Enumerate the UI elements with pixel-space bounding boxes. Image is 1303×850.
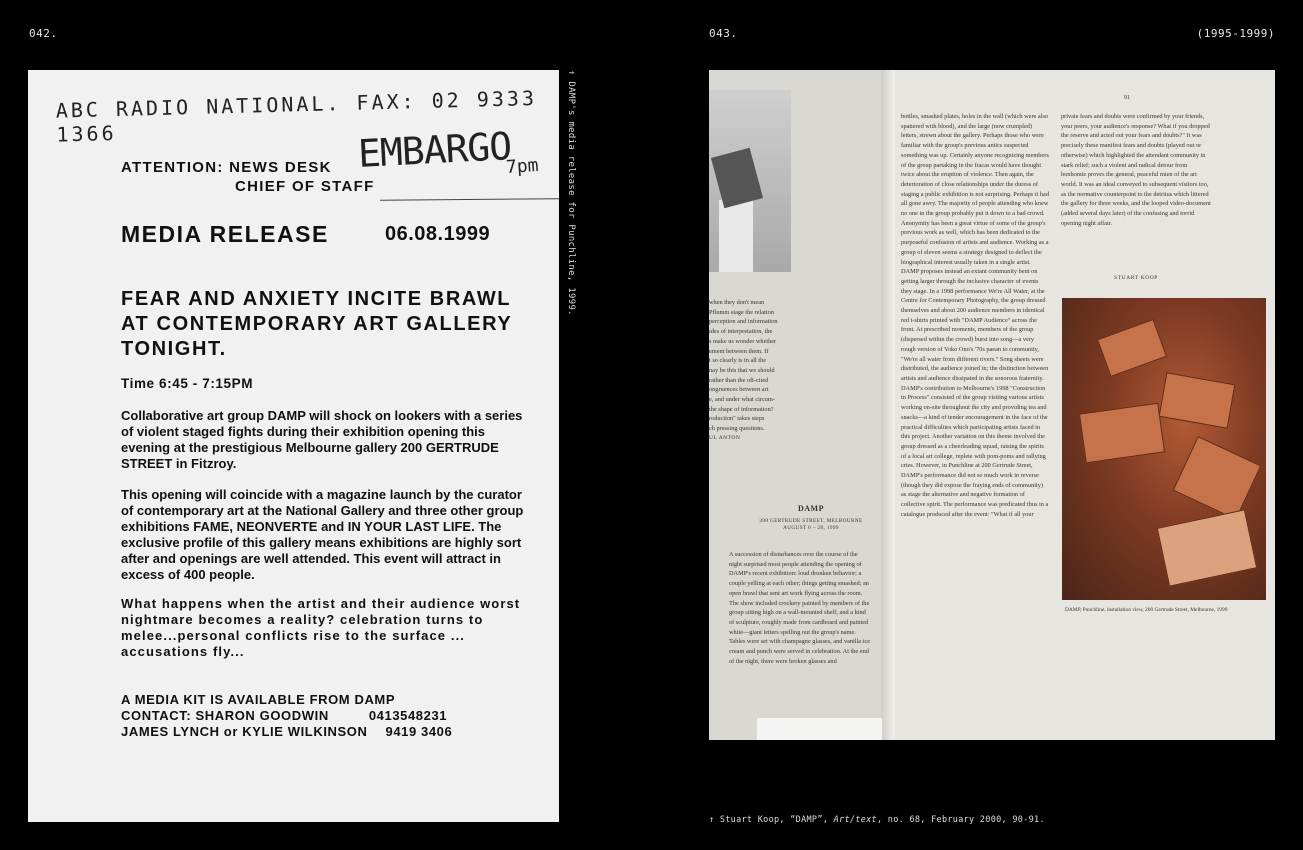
- venue-line-2: AUGUST 6 – 28, 1999: [783, 525, 839, 531]
- attention-line-1: ATTENTION: NEWS DESK: [121, 159, 332, 176]
- fragment-line: ides of interpretation, the: [709, 328, 773, 336]
- installation-photo: [1062, 298, 1266, 600]
- caption-magazine-source: [709, 815, 1045, 825]
- fragment-line: Pflumm stage the relation: [709, 308, 774, 316]
- cardboard-shape: [1157, 509, 1258, 586]
- page-strip: [757, 718, 882, 740]
- attention-block: [121, 158, 375, 196]
- article-signature: STUART KOOP: [1114, 275, 1158, 281]
- attention-line-2: CHIEF OF STAFF: [235, 178, 375, 195]
- article-column-1: A succession of disturbances over the course of the night surprised most people attending the opening of DAMP's recent exhibition: loud drunken behavior; a couple yelling at each other; things getting smashed; an open brawl that sent art work flying across the room. The show included crockery painted by members of the group sitting high on a wall-mounted shelf, and a kind of sculpture, roughly made from cardboard and painted white—giant letters spelling out the group's name. Tables were set with champagne glasses, and vanilla ice cream and punch were served in celebration. At the end of the night, there were broken glasses and: [729, 551, 871, 665]
- pedestal-shape: [719, 200, 753, 272]
- cardboard-shape: [1079, 403, 1165, 464]
- media-release-heading: MEDIA RELEASE: [121, 221, 329, 247]
- contact2-phone: 9419 3406: [385, 724, 453, 739]
- media-kit-line: A MEDIA KIT IS AVAILABLE FROM DAMP: [121, 692, 396, 707]
- embargo-time-handwritten: 7pm: [505, 154, 540, 179]
- contact-phone: 0413548231: [368, 708, 448, 723]
- cardboard-shape: [1173, 436, 1262, 520]
- magazine-folio: 91: [1124, 95, 1130, 101]
- magazine-spread: [709, 70, 1275, 740]
- paragraph-3: What happens when the artist and their audience worst nightmare becomes a reality? celebration turns to melee...personal conflicts rise to the surface ... accusations fly...: [121, 596, 521, 659]
- caption-source-text: ↑ Stuart Koop, “DAMP”,: [709, 815, 834, 825]
- contact-name: CONTACT: SHARON GOODWIN: [121, 708, 329, 723]
- left-page-text-fragment: [709, 298, 795, 444]
- fragment-line: e, and under what circum-: [709, 396, 775, 404]
- media-kit-contact-block: [121, 692, 531, 740]
- fragment-line: roduction" takes steps: [709, 415, 765, 423]
- article-title: DAMP: [798, 504, 824, 513]
- paragraph-2: This opening will coincide with a magazine launch by the curator of contemporary art at the National Gallery and three other group exhibitions FAME, NEONVERTE and IN YOUR LAST LIFE. The exclusive profile of this gallery means exhibitions are highly sort after and openings are well attended. This event will attract in excess of 400 people.: [121, 487, 524, 582]
- article-venue: [755, 518, 867, 532]
- embargo-handwritten: EMBARGO: [356, 124, 513, 176]
- sculpture-photo: [709, 90, 791, 272]
- embargo-underline: [380, 198, 559, 201]
- caption-source-publication: Art/text: [833, 815, 877, 825]
- article-column-2: bottles, smashed plates, holes in the wall (which were also spattered with blood), and the large (now crumpled) letters, strewn about the gallery. Perhaps those who were familiar with the group's previous antics suspected something was up. Certainly anyone recognizing members of the group partaking in the fracas would have thought twice about the eruption of violence. Then again, the deterioration of close relationships under the duress of staging a public exhibition is not surprising. Perhaps it had all gone awry. The majority of people attending who knew no one in the group probably put it down to a bad crowd. Anonymity has been a great virtue of some of the group's previous work as well, which has been dedicated to the purposeful confusion of artists and audience. Working as a group of eleven seems a strategy designed to deflect the biographical interest usually taken in a single artist. DAMP proposes instead an extant community bent on getting larger through the inclusive character of events they stage. In a 1998 performance We're All Water, at the Centre for Contemporary Photography, the group dressed themselves and about 200 audience members in identical red t-shirts printed with "DAMP Audience" across the front. At prescribed moments, members of the group (dispersed within the crowd) burst into song—a very rough version of Yoko Ono's '70s paean to community, "We're all water from different rivers." Song sheets were distributed, the audience joined in; the distinction between artists and audience dissipated in the sonorous fraternity. DAMP's contribution to Melbourne's 1998 "Construction in Process" consisted of the group visiting various artists working on-site throughout the city and providing tea and snacks—a kind of tender encouragement in the face of the practical difficulties which participating artists faced in this project. Another variation on this theme involved the group dressed as a cheerleading squad, raising the spirits of a local art college, replete with pom-poms and rallying cries. However, in Punchline at 200 Gertrude Street, DAMP's performance did not so much work in reverse (though they did expose the fraying ends of community) as stage the alternative and negative formation of collective spirit. The performance was predicated thus in a catalogue produced after the event: "What if all your: [901, 113, 1049, 518]
- fax-headline: FEAR AND ANXIETY INCITE BRAWL AT CONTEMPORARY ART GALLERY TONIGHT.: [121, 288, 512, 360]
- fax-media-release: [28, 70, 559, 822]
- cardboard-shape: [1159, 372, 1236, 428]
- installation-photo-caption: DAMP, Punchline, installation view, 200 Gertrude Street, Melbourne, 1999: [1065, 607, 1228, 613]
- fragment-line: t so clearly is in all the: [709, 357, 767, 365]
- fragment-signature: UL ANTON: [709, 434, 741, 441]
- event-time: Time 6:45 - 7:15PM: [121, 376, 254, 391]
- paragraph-1: Collaborative art group DAMP will shock on lookers with a series of violent staged fights during their exhibition opening this evening at the prestigious Melbourne gallery 200 GERTRUDE STREET in Fitzroy.: [121, 408, 523, 471]
- fragment-line: ongruences between art: [709, 386, 769, 394]
- fragment-line: when they don't mean: [709, 299, 765, 306]
- article-column-3: private fears and doubts were confirmed by your friends, your peers, your audience's response? What if you dropped the reserve and acted out your fears and doubts?" It was precisely these manifest fears and doubts (played out or otherwise) which highlighted the attendant community in stark relief; such a violent and radical detour from bonhomie proves the general, peaceful mien of the art world. It was an ideal conveyed to subsequent visitors too, as the normative counterpoint to the detritus which littered the gallery for three weeks, and the looped video-document (added several days later) of the confusing and torrid opening night affair.: [1061, 113, 1211, 227]
- fragment-line: the shape of information?: [709, 405, 774, 413]
- venue-line-1: 200 GERTRUDE STREET, MELBOURNE: [759, 518, 863, 524]
- caption-source-details: , no. 68, February 2000, 90-91.: [876, 815, 1045, 825]
- fragment-line: perception and information: [709, 318, 778, 326]
- fragment-line: s make us wonder whether: [709, 337, 777, 345]
- page-number-right: 043.: [709, 27, 738, 40]
- magazine-gutter: [881, 70, 895, 740]
- fragment-line: nay be this that we should: [709, 366, 775, 374]
- caption-media-release: ↑ DAMP's media release for Punchline, 1999.: [566, 70, 576, 316]
- year-range: (1995-1999): [1196, 27, 1275, 40]
- fragment-line: rather than the oft-cited: [709, 376, 769, 384]
- fragment-line: ement between them. If: [709, 347, 769, 355]
- fragment-line: ch pressing questions.: [709, 425, 765, 433]
- page-number-left: 042.: [29, 27, 58, 40]
- contact2-names: JAMES LYNCH or KYLIE WILKINSON: [121, 724, 368, 739]
- cardboard-shape: [1097, 319, 1167, 377]
- release-date: 06.08.1999: [385, 223, 491, 245]
- fax-header-handwritten: ABC RADIO NATIONAL. FAX: 02 9333 1366: [55, 85, 538, 147]
